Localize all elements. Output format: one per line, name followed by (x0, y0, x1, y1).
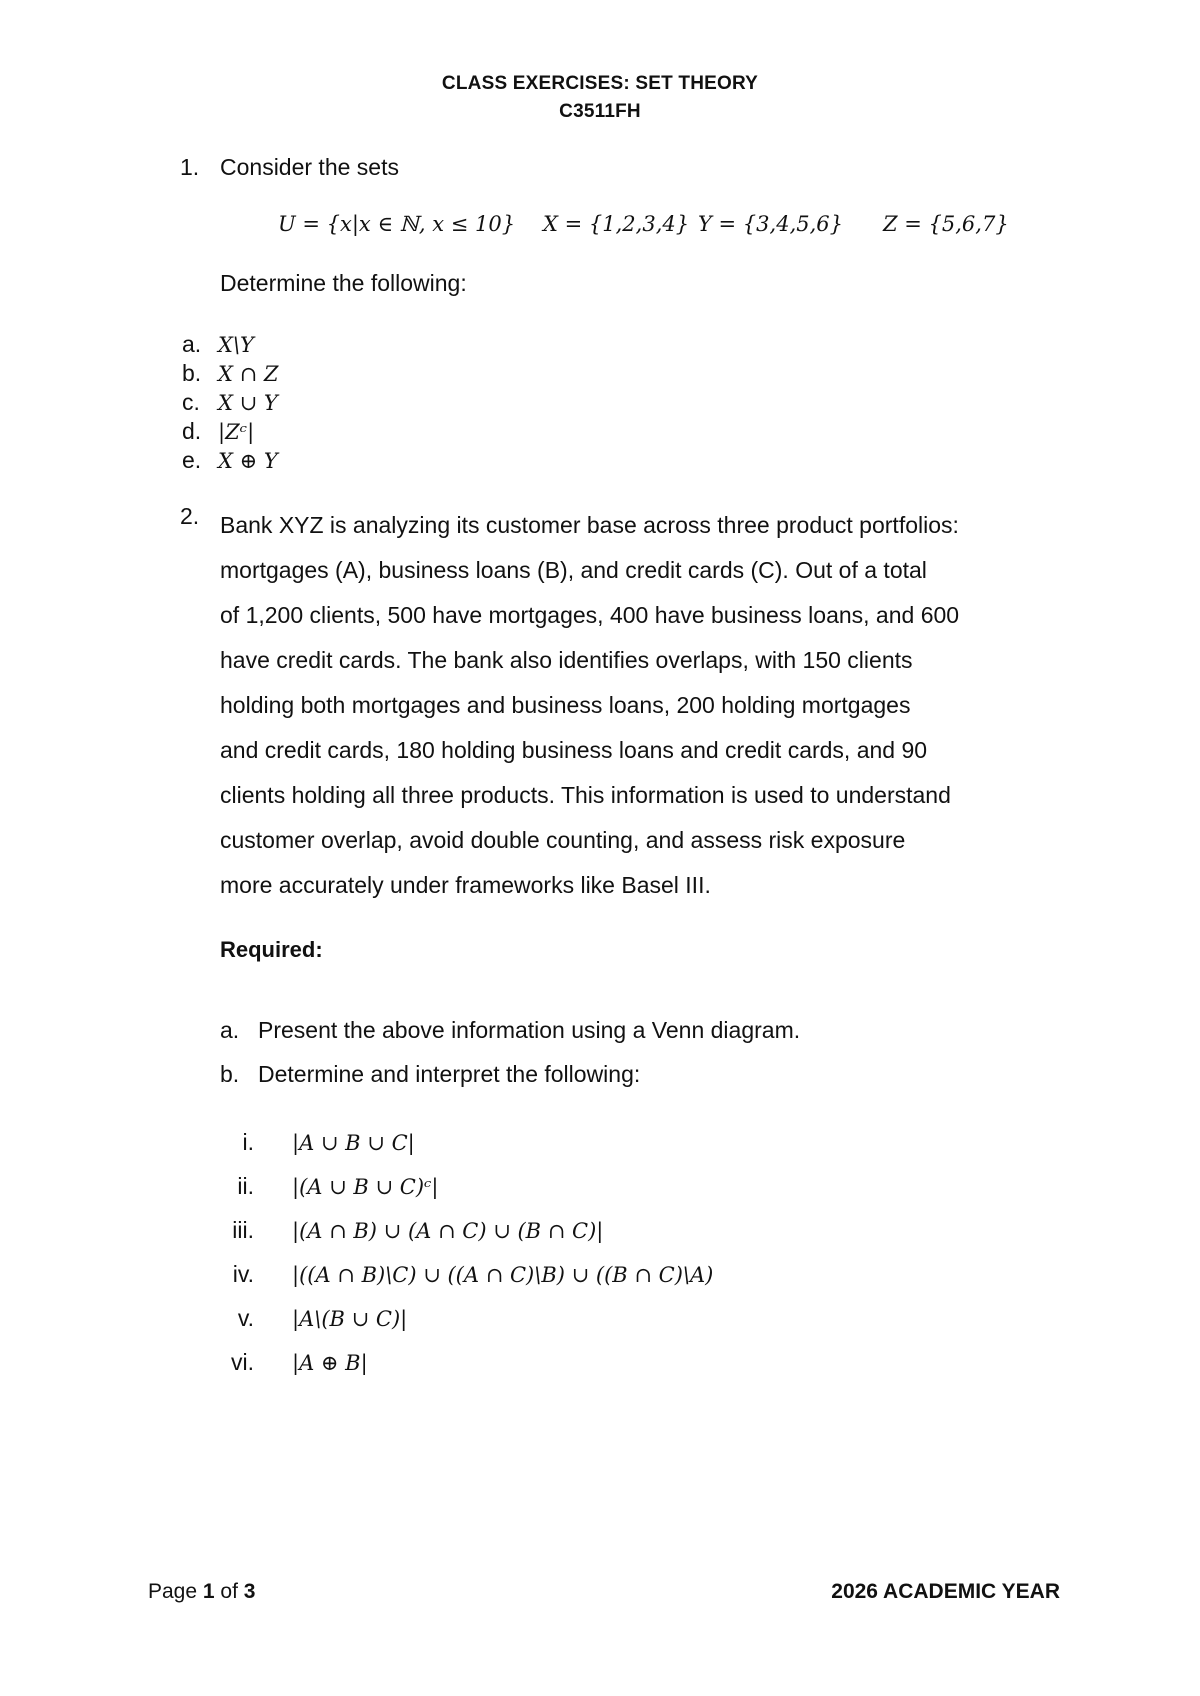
page-current: 1 (202, 1580, 215, 1603)
paragraph-line: of 1,200 clients, 500 have mortgages, 400 have business loans, and 600 (220, 602, 960, 628)
course-code: C3511FH (559, 101, 641, 122)
page-number (148, 1580, 255, 1604)
q2-sub-list (220, 1008, 800, 1096)
list-item (182, 388, 279, 417)
item-text: Determine and interpret the following: (258, 1061, 641, 1087)
academic-year: 2026 ACADEMIC YEAR (831, 1580, 1060, 1603)
list-item (182, 330, 279, 359)
list-item (182, 359, 279, 388)
item-label: vi. (231, 1349, 254, 1375)
paragraph-line: mortgages (A), business loans (B), and credit cards (C). Out of a total (220, 557, 927, 583)
item-label: a. (220, 1017, 240, 1043)
item-expression: X\Y (218, 333, 254, 357)
item-expression: X ⊕ Y (218, 449, 278, 473)
list-item (200, 1252, 713, 1296)
q1-item-list (182, 330, 279, 475)
question-lead: Consider the sets (220, 154, 399, 180)
set-x: X = {1,2,3,4} (543, 212, 690, 236)
item-label: v. (237, 1305, 254, 1331)
item-label: e. (182, 447, 202, 473)
item-label: iv. (232, 1261, 254, 1287)
list-item (200, 1296, 713, 1340)
paragraph-line: holding both mortgages and business loans, 200 holding mortgages (220, 692, 911, 718)
item-expression: |A ⊕ B| (292, 1351, 368, 1375)
list-item (200, 1340, 713, 1384)
document-title: CLASS EXERCISES: SET THEORY (441, 73, 759, 94)
list-item (200, 1120, 713, 1164)
paragraph-line: have credit cards. The bank also identifies overlaps, with 150 clients (220, 647, 913, 673)
item-expression: |(A ∩ B) ∪ (A ∩ C) ∪ (B ∩ C)| (292, 1219, 604, 1243)
list-item (182, 417, 279, 446)
item-expression: |A ∪ B ∪ C| (292, 1131, 415, 1155)
question-paragraph (220, 503, 1080, 908)
q2-roman-list (200, 1120, 713, 1384)
item-expression: |A\(B ∪ C)| (292, 1307, 408, 1331)
set-definitions (278, 212, 1078, 244)
item-label: ii. (237, 1173, 254, 1199)
determine-instruction: Determine the following: (220, 270, 467, 296)
item-label: b. (220, 1061, 240, 1087)
paragraph-line: more accurately under frameworks like Basel III. (220, 872, 711, 898)
required-heading: Required: (220, 937, 323, 962)
item-label: b. (182, 360, 202, 386)
set-y: Y = {3,4,5,6} (698, 212, 844, 236)
list-item (182, 446, 279, 475)
item-expression: X ∪ Y (218, 391, 278, 415)
list-item (200, 1208, 713, 1252)
page-prefix: Page (148, 1580, 203, 1603)
question-number: 2. (180, 503, 200, 529)
set-z: Z = {5,6,7} (883, 212, 1009, 236)
list-item (220, 1052, 800, 1096)
paragraph-line: and credit cards, 180 holding business loans and credit cards, and 90 (220, 737, 928, 763)
item-label: d. (182, 418, 202, 444)
item-label: iii. (232, 1217, 254, 1243)
paragraph-line: Bank XYZ is analyzing its customer base across three product portfolios: (220, 512, 959, 538)
item-label: i. (242, 1129, 254, 1155)
set-u: U = {x|x ∈ ℕ, x ≤ 10} (278, 212, 516, 236)
item-expression: |(A ∪ B ∪ C)ᶜ| (292, 1175, 439, 1199)
question-number: 1. (180, 154, 200, 180)
list-item (200, 1164, 713, 1208)
item-expression: |Zᶜ| (218, 420, 255, 444)
item-label: c. (182, 389, 200, 415)
item-expression: X ∩ Z (218, 362, 279, 386)
paragraph-line: clients holding all three products. This information is used to understand (220, 782, 951, 808)
item-text: Present the above information using a Venn diagram. (258, 1017, 801, 1043)
document-header (0, 70, 1200, 126)
item-label: a. (182, 331, 202, 357)
page-of: of (214, 1580, 244, 1603)
paragraph-line: customer overlap, avoid double counting, and assess risk exposure (220, 827, 906, 853)
list-item (220, 1008, 800, 1052)
page-total: 3 (243, 1580, 256, 1603)
item-expression: |((A ∩ B)\C) ∪ ((A ∩ C)\B) ∪ ((B ∩ C)\A) (292, 1263, 714, 1287)
